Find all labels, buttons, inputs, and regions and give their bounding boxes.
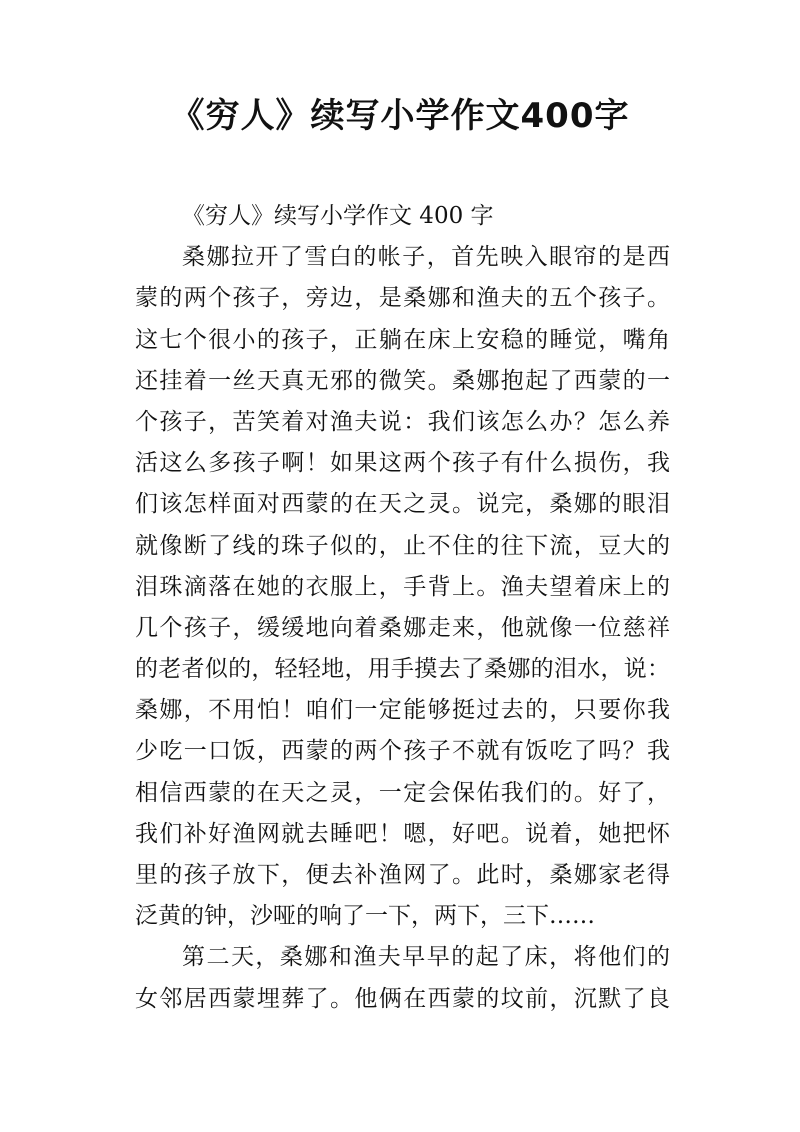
text-line: 蒙的两个孩子，旁边，是桑娜和渔夫的五个孩子。 <box>135 285 670 312</box>
article-body <box>135 196 670 1020</box>
text-line: 少吃一口饭，西蒙的两个孩子不就有饭吃了吗？我 <box>135 738 670 765</box>
text-line: 桑娜，不用怕！咱们一定能够挺过去的，只要你我 <box>135 697 670 724</box>
text-line: 里的孩子放下，便去补渔网了。此时，桑娜家老得 <box>135 862 670 888</box>
text-line: 泛黄的钟，沙哑的响了一下，两下，三下…… <box>135 903 595 930</box>
text-line: 桑娜拉开了雪白的帐子，首先映入眼帘的是西 <box>182 244 670 271</box>
text-line: 还挂着一丝天真无邪的微笑。桑娜抱起了西蒙的一 <box>135 367 670 394</box>
text-line: 活这么多孩子啊！如果这两个孩子有什么损伤，我 <box>135 450 670 477</box>
text-line: 们该怎样面对西蒙的在天之灵。说完，桑娜的眼泪 <box>135 491 670 518</box>
page-title: 《穷人》续写小学作文400字 <box>170 96 630 136</box>
text-line: 第二天，桑娜和渔夫早早的起了床，将他们的 <box>182 944 670 971</box>
text-line: 这七个很小的孩子，正躺在床上安稳的睡觉，嘴角 <box>135 326 670 353</box>
paragraph-2 <box>135 937 670 1019</box>
text-line: 的老者似的，轻轻地，用手摸去了桑娜的泪水，说： <box>135 656 670 683</box>
text-line: 个孩子，苦笑着对渔夫说：我们该怎么办？怎么养 <box>135 408 670 435</box>
text-line: 女邻居西蒙埋葬了。他俩在西蒙的坟前，沉默了良 <box>135 985 670 1012</box>
paragraph-1 <box>135 237 670 937</box>
text-line: 我们补好渔网就去睡吧！嗯，好吧。说着，她把怀 <box>135 820 670 847</box>
text-line: 泪珠滴落在她的衣服上，手背上。渔夫望着床上的 <box>135 573 670 600</box>
text-line: 就像断了线的珠子似的，止不住的往下流，豆大的 <box>135 532 670 559</box>
text-line: 几个孩子，缓缓地向着桑娜走来，他就像一位慈祥 <box>135 614 670 641</box>
text-line: 相信西蒙的在天之灵，一定会保佑我们的。好了， <box>135 779 670 806</box>
article-heading: 《穷人》续写小学作文 400 字 <box>182 203 494 229</box>
